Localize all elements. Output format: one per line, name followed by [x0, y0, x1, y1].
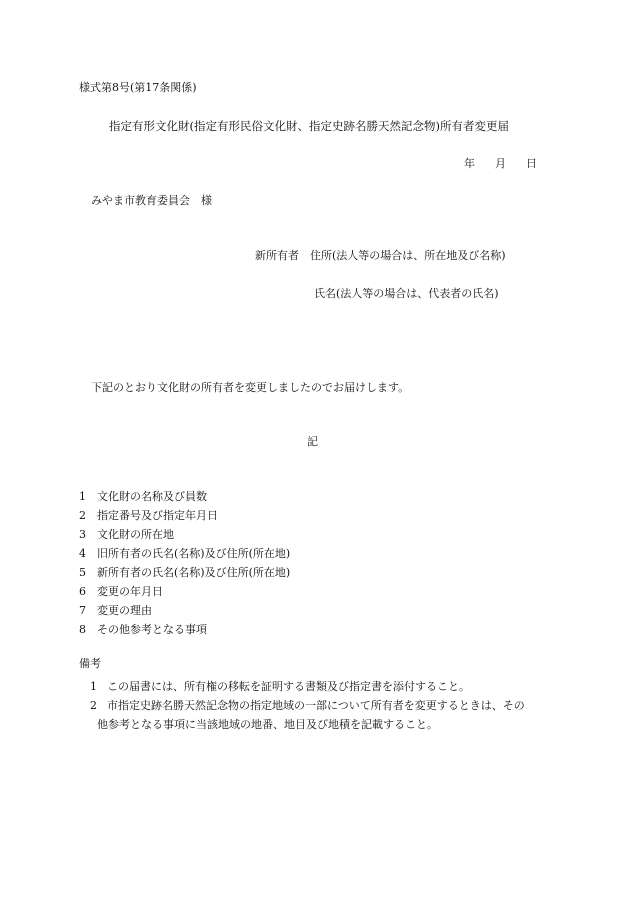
- list-item: [79, 528, 290, 547]
- remark-text: 市指定史跡名勝天然記念物の指定地域の一部について所有者を変更するときは、その: [107, 699, 525, 712]
- new-owner-name: 氏名(法人等の場合は、代表者の氏名): [314, 287, 499, 300]
- item-number: 5: [79, 566, 86, 579]
- list-item: [79, 585, 290, 604]
- item-text: 変更の理由: [97, 604, 152, 617]
- remark-text: この届書には、所有権の移転を証明する書類及び指定書を添付すること。: [107, 680, 470, 693]
- item-number: 3: [79, 528, 86, 541]
- remarks-heading: 備考: [79, 657, 101, 670]
- list-item: [79, 566, 290, 585]
- date-line: [464, 157, 537, 171]
- remark-item: [90, 696, 560, 734]
- item-text: 文化財の所在地: [97, 528, 174, 541]
- list-item: [79, 623, 290, 642]
- date-year: 年: [464, 157, 475, 170]
- item-text: 指定番号及び指定年月日: [97, 509, 218, 522]
- item-number: 2: [79, 509, 86, 522]
- remark-number: 2: [90, 699, 97, 712]
- item-number: 4: [79, 547, 86, 560]
- item-text: 新所有者の氏名(名称)及び住所(所在地): [97, 566, 291, 579]
- new-owner-label: 新所有者: [255, 249, 299, 262]
- remarks-list: [90, 677, 560, 734]
- ki-heading: 記: [307, 435, 318, 448]
- addressee: みやま市教育委員会 様: [91, 194, 212, 207]
- new-owner-address: 住所(法人等の場合は、所在地及び名称): [310, 249, 506, 262]
- new-owner-address-line: [255, 249, 506, 263]
- document-title: 指定有形文化財(指定有形民俗文化財、指定史跡名勝天然記念物)所有者変更届: [109, 119, 509, 133]
- item-text: その他参考となる事項: [97, 623, 207, 636]
- item-list: [79, 490, 290, 642]
- date-month: 月: [495, 157, 506, 170]
- remark-text-continued: 他参考となる事項に当該地域の地番、地目及び地積を記載すること。: [97, 718, 438, 731]
- item-number: 6: [79, 585, 86, 598]
- form-number: 様式第8号(第17条関係): [79, 81, 197, 94]
- item-text: 変更の年月日: [97, 585, 163, 598]
- item-number: 8: [79, 623, 86, 636]
- list-item: [79, 490, 290, 509]
- item-text: 文化財の名称及び員数: [97, 490, 207, 503]
- intro-text: 下記のとおり文化財の所有者を変更しましたのでお届けします。: [91, 381, 410, 394]
- item-text: 旧所有者の氏名(名称)及び住所(所在地): [97, 547, 291, 560]
- remark-item: [90, 677, 560, 696]
- remark-number: 1: [90, 680, 97, 693]
- list-item: [79, 509, 290, 528]
- list-item: [79, 547, 290, 566]
- date-day: 日: [526, 157, 537, 170]
- item-number: 7: [79, 604, 86, 617]
- item-number: 1: [79, 490, 86, 503]
- list-item: [79, 604, 290, 623]
